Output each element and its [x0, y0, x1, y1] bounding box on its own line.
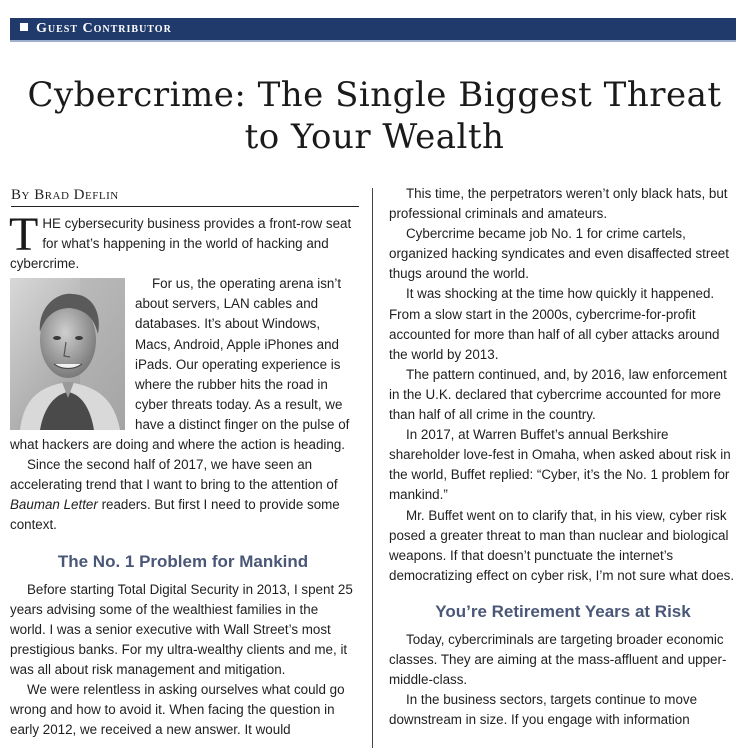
paragraph-relentless: We were relentless in asking ourselves what could go wrong and how to avoid it. When facing the question in early 2012, we received a new answer. It would — [10, 681, 345, 738]
paragraph-job-one: Cybercrime became job No. 1 for crime cartels, organized hacking syndicates and even disaffected street thugs around the world. — [389, 226, 729, 282]
article-title — [0, 74, 749, 158]
paragraph-buffet-clarify: Mr. Buffet went on to clarify that, in his view, cyber risk posed a greater threat to man than nuclear and biological weapons. If that doesn’t punctuate the internet’s democratizing effect on cyber risk, I’m not sure what does. — [389, 507, 735, 583]
byline-divider — [11, 206, 359, 207]
title-line-2: to Your Wealth — [244, 117, 505, 157]
paragraph-trend — [10, 455, 356, 535]
paragraph-business-sectors: In the business sectors, targets continue to move downstream in size. If you engage with information — [389, 692, 698, 728]
title-line-1: Cybercrime: The Single Biggest Threat — [27, 75, 722, 115]
paragraph-targets: Today, cybercriminals are targeting broader economic classes. They are aiming at the mass-affluent and upper-middle-class. — [389, 631, 727, 688]
paragraph-trend-post: readers. But first I need to provide some context. — [10, 497, 340, 533]
publication-name: Bauman Letter — [10, 497, 98, 513]
paragraph-intro-text: HE cybersecurity business provides a front-row seat for what’s happening in the world of hacking and cybercrime. — [10, 216, 352, 272]
section-banner — [10, 18, 736, 42]
banner-label — [20, 21, 172, 37]
right-column — [389, 184, 737, 730]
paragraph-operating-arena: For us, the operating arena isn’t about servers, LAN cables and databases. It’s about Windows, Macs, Android, Apple iPhones and iPads. Our operating experience is where the rubber hits the road in cyber threats today. As a result, we have a distinct finger on the pulse of what hackers are doing and where the action is heading. — [10, 276, 350, 453]
column-divider — [372, 188, 373, 748]
square-bullet-icon — [20, 23, 28, 31]
drop-cap: T — [9, 208, 39, 261]
paragraph-perpetrators: This time, the perpetrators weren’t only black hats, but professional criminals and amateurs. — [389, 186, 728, 222]
banner-label-text: Guest Contributor — [36, 21, 172, 36]
paragraph-intro — [9, 208, 356, 274]
paragraph-background: Before starting Total Digital Security in 2013, I spent 25 years advising some of the wealthiest families in the world. I was a senior executive with Wall Street’s most prestigious banks. For my ultra-wealthy clients and me, it was all about risk management and mitigation. — [10, 581, 353, 677]
section-heading-problem: The No. 1 Problem for Mankind — [57, 551, 309, 571]
author-photo — [10, 278, 125, 430]
paragraph-buffet-quote: In 2017, at Warren Buffet’s annual Berkshire shareholder love-fest in Omaha, when asked about risk in the world, Buffet replied: “Cyber, it’s the No. 1 problem for mankind.” — [389, 427, 731, 503]
paragraph-shocking: It was shocking at the time how quickly it happened. From a slow start in the 2000s, cybercrime-for-profit accounted for more than half of all cyber attacks around the world by 2013. — [389, 286, 720, 362]
author-portrait-image — [10, 278, 125, 430]
byline: By Brad Deflin — [11, 187, 119, 203]
section-heading-retirement: You’re Retirement Years at Risk — [435, 601, 691, 621]
paragraph-pattern: The pattern continued, and, by 2016, law enforcement in the U.K. declared that cybercrime accounted for more than half of all crime in the country. — [389, 366, 727, 423]
left-column — [9, 208, 356, 740]
paragraph-trend-pre: Since the second half of 2017, we have seen an accelerating trend that I want to bring to the attention of — [10, 457, 338, 493]
